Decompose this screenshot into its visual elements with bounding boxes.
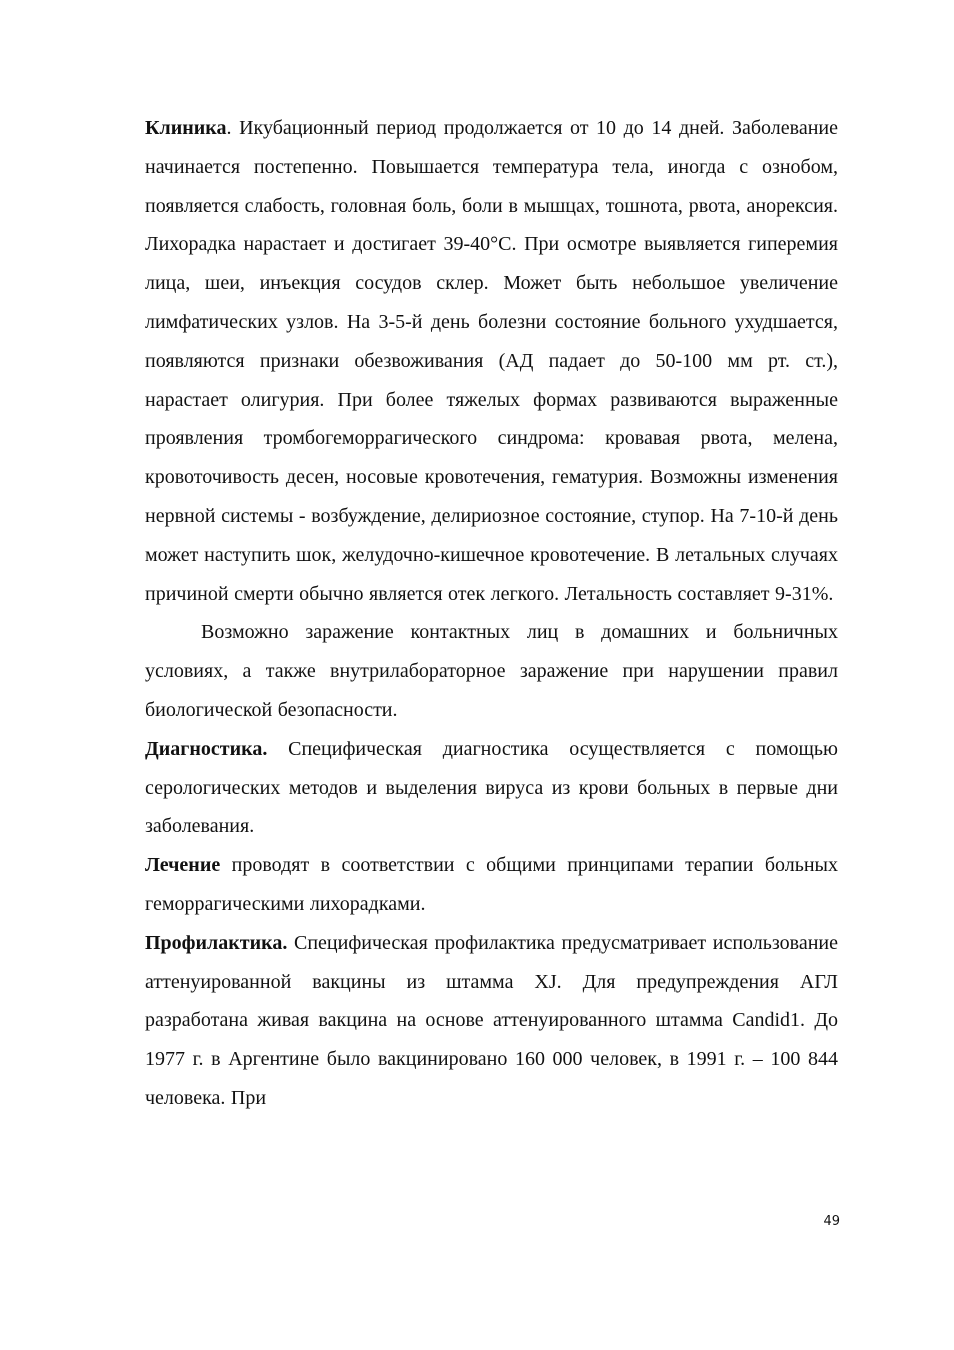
text-contagion: Возможно заражение контактных лиц в домашних и больничных условиях, а также внутрилабораторное заражение при нарушении правил биологической безопасности. — [145, 621, 838, 721]
paragraph-treatment — [145, 846, 838, 924]
text-clinic: . Икубационный период продолжается от 10 до 14 дней. Заболевание начинается постепенно. Повышается температура тела, иногда с ознобом, появляется слабость, головная боль, боли в мышцах, тошнота, рвота, анорексия. Лихорадка нарастает и достигает 39-40°С. При осмотре выявляется гиперемия лица, шеи, инъекция сосудов склер. Может быть небольшое увеличение лимфатических узлов. На 3-5-й день болезни состояние больного ухудшается, появляются признаки обезвоживания (АД падает до 50-100 мм рт. ст.), нарастает олигурия. При более тяжелых формах развиваются выраженные проявления тромбогеморрагического синдрома: кровавая рвота, мелена, кровоточивость десен, носовые кровотечения, гематурия. Возможны изменения нервной системы - возбуждение, делириозное состояние, ступор. На 7-10-й день может наступить шок, желудочно-кишечное кровотечение. В летальных случаях причиной смерти обычно является отек легкого. Летальность составляет 9-31%. — [145, 117, 838, 605]
heading-clinic: Клиника — [145, 117, 227, 139]
paragraph-clinic — [145, 109, 838, 613]
paragraph-prevention — [145, 924, 838, 1118]
page-number: 49 — [823, 1214, 840, 1229]
heading-treatment: Лечение — [145, 854, 221, 877]
heading-prevention: Профилактика. — [145, 931, 288, 954]
paragraph-diagnostics — [145, 730, 838, 846]
text-diagnostics: Специфическая диагностика осуществляется с помощью серологических методов и выделения вируса из крови больных в первые дни заболевания. — [145, 737, 838, 838]
text-prevention: Специфическая профилактика предусматривает использование аттенуированной вакцины из штамма XJ. Для предупреждения АГЛ разработана живая вакцина на основе аттенуированного штамма Candid1. До 1977 г. в Аргентине было вакцинировано 160 000 человек, в 1991 г. – 100 844 человека. При — [145, 931, 838, 1109]
text-treatment: проводят в соответствии с общими принципами терапии больных геморрагическими лихорадками. — [145, 854, 838, 915]
heading-diagnostics: Диагностика. — [145, 737, 268, 760]
document-body — [145, 109, 838, 1118]
paragraph-contagion — [145, 613, 838, 729]
